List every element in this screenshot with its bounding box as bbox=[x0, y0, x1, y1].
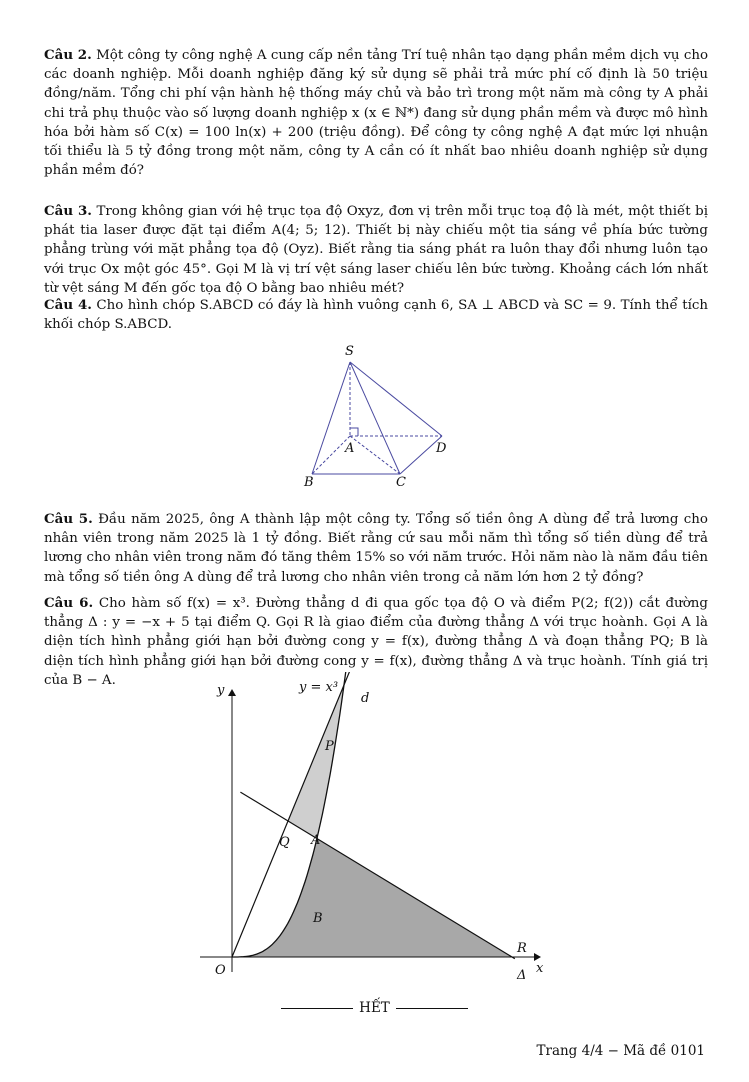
question-text: Cho hình chóp S.ABCD có đáy là hình vuông cạnh 6, SA ⊥ ABCD và SC = 9. Tính thể tích khối chóp S.ABCD. bbox=[44, 298, 708, 333]
question-5 bbox=[44, 510, 708, 587]
curve-label: y = x³ bbox=[299, 680, 339, 695]
region-a-label: A bbox=[311, 833, 321, 848]
question-3 bbox=[44, 202, 708, 298]
y-axis-label: y bbox=[217, 683, 225, 698]
question-label: Câu 5. bbox=[44, 511, 93, 527]
origin-label: O bbox=[215, 963, 226, 978]
question-label: Câu 3. bbox=[44, 203, 92, 219]
right-angle-mark bbox=[350, 428, 358, 436]
edge-SC bbox=[350, 362, 400, 474]
edge-AC bbox=[350, 436, 400, 474]
end-text: HẾT bbox=[359, 1000, 390, 1016]
x-axis-label: x bbox=[536, 961, 544, 976]
delta-label: Δ bbox=[517, 968, 527, 983]
question-text: Một công ty công nghệ A cung cấp nền tảng Trí tuệ nhân tạo dạng phần mềm dịch vụ cho các doanh nghiệp. Mỗi doanh nghiệp đăng ký sử dụng sẽ phải trả mức phí cố định là 50 triệu đồng/năm. Tổng chi phí vận hành hệ thống máy chủ và bảo trì trong một năm mà công ty A phải chi trả phụ thuộc vào số lượng doanh nghiệp x (x ∈ ℕ*) đang sử dụng phần mềm và được mô hình hóa bởi hàm số C(x) = 100 ln(x) + 200 (triệu đồng). Để công ty công nghệ A đạt mức lợi nhuận tối thiểu là 5 tỷ đồng trong một năm, công ty A cần có ít nhất bao nhiêu doanh nghiệp sử dụng phần mềm đó? bbox=[44, 48, 709, 179]
label-B: B bbox=[304, 475, 314, 490]
question-text: Trong không gian với hệ trục tọa độ Oxyz, đơn vị trên mỗi trục toạ độ là mét, một thiết bị phát tia laser được đặt tại điểm A(4; 5; 12). Thiết bị này chiếu một tia sáng về phía bức tường phẳng trùng với mặt phẳng tọa độ (Oyz). Biết rằng tia sáng phát ra luôn thay đổi nhưng luôn tạo với trục Ox một góc 45°. Gọi M là vị trí vệt sáng laser chiếu lên bức tường. Khoảng cách lớn nhất từ vệt sáng M đến gốc tọa độ O bằng bao nhiêu mét? bbox=[44, 204, 708, 296]
question-2 bbox=[44, 46, 708, 180]
label-C: C bbox=[396, 475, 406, 490]
pyramid-figure bbox=[290, 340, 470, 490]
label-S: S bbox=[345, 344, 354, 359]
region-b-label: B bbox=[313, 911, 323, 926]
end-marker bbox=[0, 1000, 749, 1016]
end-rule-left bbox=[281, 1008, 353, 1009]
point-q-label: Q bbox=[279, 835, 290, 850]
question-text: Cho hàm số f(x) = x³. Đường thẳng d đi qua gốc tọa độ O và điểm P(2; f(2)) cắt đường thẳng Δ : y = −x + 5 tại điểm Q. Gọi R là giao điểm của đường thẳng Δ với trục hoành. Gọi A là diện tích hình phẳng giới hạn bởi đường cong y = f(x), đường thẳng Δ và đoạn thẳng PQ; B là diện tích hình phẳng giới hạn bởi đường cong y = f(x), đường thẳng Δ và trục hoành. Tính giá trị của B − A. bbox=[44, 596, 708, 688]
edge-SD bbox=[350, 362, 442, 436]
page-footer: Trang 4/4 − Mã đề 0101 bbox=[536, 1043, 705, 1059]
edge-SB bbox=[312, 362, 350, 474]
question-label: Câu 6. bbox=[44, 595, 94, 611]
question-label: Câu 4. bbox=[44, 297, 92, 313]
region-a bbox=[288, 685, 344, 839]
label-A: A bbox=[345, 441, 355, 456]
label-D: D bbox=[436, 441, 447, 456]
end-rule-right bbox=[396, 1008, 468, 1009]
question-text: Đầu năm 2025, ông A thành lập một công ty. Tổng số tiền ông A dùng để trả lương cho nhân viên trong năm 2025 là 1 tỷ đồng. Biết rằng cứ sau mỗi năm thì tổng số tiền dùng để trả lương cho nhân viên trong năm đó tăng thêm 15% so với năm trước. Hỏi năm nào là năm đầu tiên mà tổng số tiền ông A dùng để trả lương cho nhân viên trong cả năm lớn hơn 2 tỷ đồng? bbox=[44, 512, 708, 585]
point-p-label: P bbox=[325, 739, 334, 754]
question-4 bbox=[44, 296, 708, 334]
function-graph bbox=[195, 672, 565, 992]
point-r-label: R bbox=[517, 941, 527, 956]
question-label: Câu 2. bbox=[44, 47, 92, 63]
line-d-label: d bbox=[361, 691, 370, 706]
